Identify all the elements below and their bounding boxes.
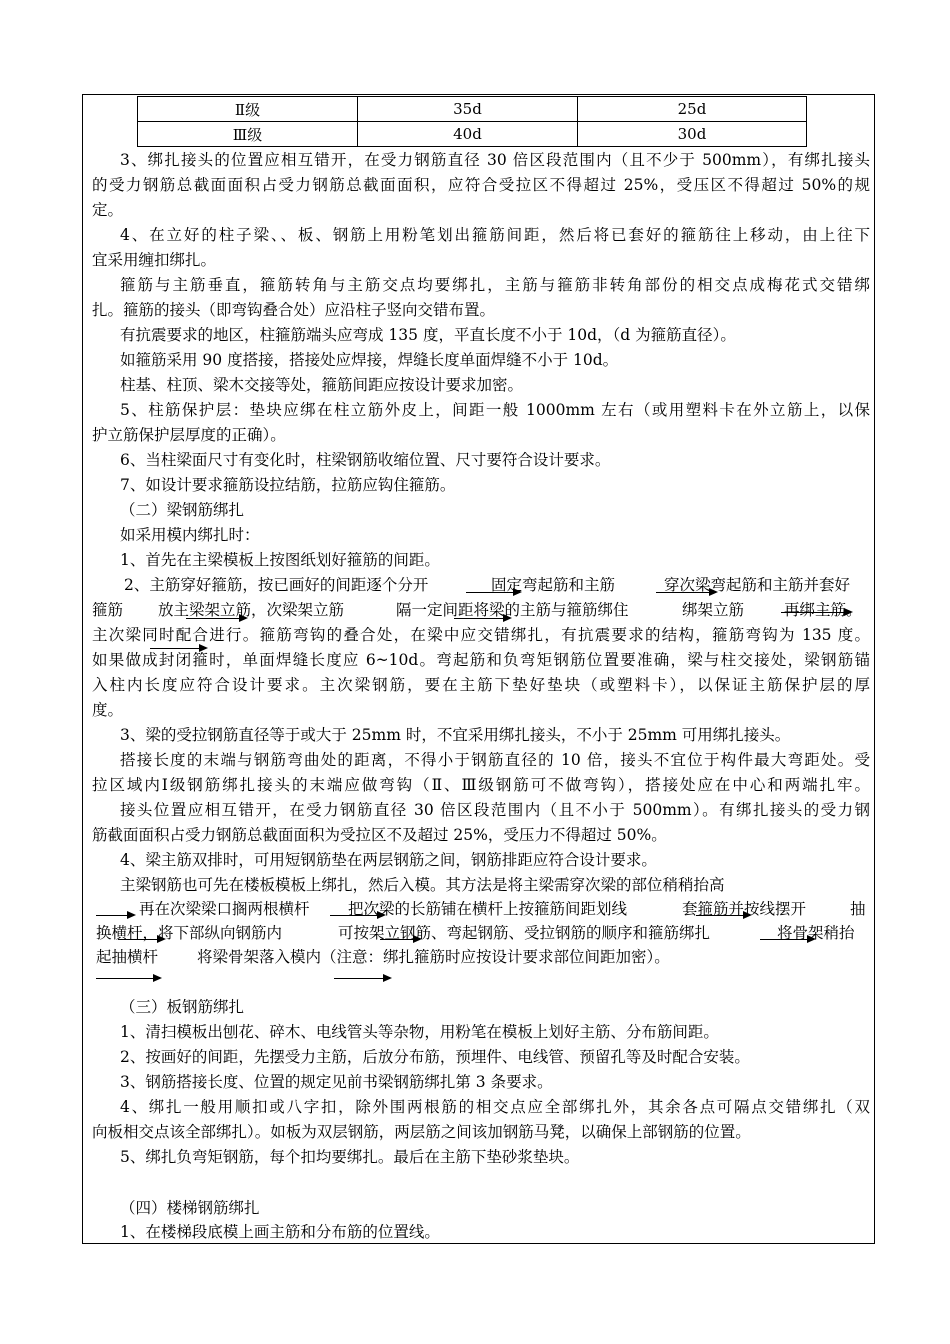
- text-line: 接头位置应相互错开，在受力钢筋直径 30 倍区段范围内（且不小于 500mm）。有绑扎接头的受力钢: [120, 801, 870, 819]
- text-line: 7、如设计要求箍筋设拉结筋，拉筋应钩住箍筋。: [120, 476, 456, 494]
- table-cell: 30d: [578, 122, 807, 147]
- table-cell: 35d: [358, 97, 578, 122]
- flow-arrow: [334, 978, 390, 979]
- text-line: 主梁钢筋也可先在楼板模板上绑扎，然后入模。其方法是将主梁需穿次梁的部位稍稍抬高: [120, 876, 725, 894]
- section-heading: （四）楼梯钢筋绑扎: [120, 1199, 260, 1217]
- text-line: 定。: [92, 201, 124, 219]
- table-cell: 25d: [578, 97, 807, 122]
- flow-step: 将骨架稍抬: [777, 924, 855, 942]
- text-line: 3、梁的受拉钢筋直径等于或大于 25mm 时，不宜采用绑扎接头，不小于 25mm 可用绑扎接头。: [120, 726, 791, 744]
- text-line: 有抗震要求的地区，柱箍筋端头应弯成 135 度，平直长度不小于 10d，（d 为箍筋直径）。: [120, 326, 736, 344]
- flow-step: 放主梁架立筋，次梁架立筋: [158, 601, 345, 619]
- text-line: 如采用模内绑扎时：: [120, 526, 260, 544]
- text-line: 的受力钢筋总截面面积占受力钢筋总截面面积，应符合受拉区不得超过 25%，受压区不得超过 50%的规: [92, 176, 870, 194]
- flow-arrow: [118, 939, 164, 940]
- text-line: 4、在立好的柱子梁、、板、钢筋上用粉笔划出箍筋间距，然后将已套好的箍筋往上移动，由上往下: [120, 226, 870, 244]
- text-line: 1、清扫模板出刨花、碎木、电线管头等杂物，用粉笔在模板上划好主筋、分布筋间距。: [120, 1023, 719, 1041]
- text-line: 如箍筋采用 90 度搭接，搭接处应焊接，焊缝长度单面焊缝不小于 10d。: [120, 351, 619, 369]
- section-heading: （二）梁钢筋绑扎: [120, 501, 245, 519]
- flow-arrow: [380, 939, 420, 940]
- text-line: 2、按画好的间距，先摆受力主筋，后放分布筋，预埋件、电线管、预留孔等及时配合安装。: [120, 1048, 750, 1066]
- flow-arrow: [781, 612, 851, 613]
- table-row: [138, 122, 807, 147]
- text-line: 3、钢筋搭接长度、位置的规定见前书梁钢筋绑扎第 3 条要求。: [120, 1073, 553, 1091]
- flow-arrow: [454, 618, 510, 619]
- flow-arrow: [96, 915, 134, 916]
- table-cell: Ⅱ级: [138, 97, 358, 122]
- section-heading: （三）板钢筋绑扎: [120, 998, 245, 1016]
- flow-arrow: [186, 618, 246, 619]
- text-line: 如果做成封闭箍时，单面焊缝长度应 6~10d。弯起筋和负弯矩钢筋位置要准确，梁与柱交接处，梁钢筋锚: [92, 651, 870, 669]
- text-line: 主次梁同时配合进行。箍筋弯钩的叠合处，在梁中应交错绑扎，有抗震要求的结构，箍筋弯钩为 135 度。: [92, 626, 870, 644]
- text-line: 6、当柱梁面尺寸有变化时，柱梁钢筋收缩位置、尺寸要符合设计要求。: [120, 451, 611, 469]
- text-line: 宜采用缠扣绑扎。: [92, 251, 217, 269]
- text-line: 柱基、柱顶、梁木交接等处，箍筋间距应按设计要求加密。: [120, 376, 524, 394]
- flow-step: 把次梁的长筋铺在横杆上按箍筋间距划线: [348, 900, 628, 918]
- text-line: 搭接长度的末端与钢筋弯曲处的距离，不得小于钢筋直径的 10 倍，接头不宜位于构件最大弯距处。受: [120, 751, 870, 769]
- flow-arrow: [760, 939, 814, 940]
- text-line: 5、绑扎负弯矩钢筋，每个扣均要绑扎。最后在主筋下垫砂浆垫块。: [120, 1148, 580, 1166]
- flow-step: 将梁骨架落入模内（注意：绑扎箍筋时应按设计要求部位间距加密）。: [197, 948, 670, 966]
- lap-length-table: [137, 96, 807, 147]
- flow-arrow: [696, 915, 750, 916]
- text-line: 箍筋与主筋垂直，箍筋转角与主筋交点均要绑扎，主筋与箍筋非转角部份的相交点成梅花式交错绑: [120, 276, 870, 294]
- flow-step: 2、主筋穿好箍筋，按已画好的间距逐个分开: [124, 576, 429, 594]
- text-line: 拉区域内Ⅰ级钢筋绑扎接头的末端应做弯钩（Ⅱ、Ⅲ级钢筋可不做弯钩），搭接处应在中心和两端扎牢。: [92, 776, 870, 794]
- text-line: 度。: [92, 701, 124, 719]
- flow-arrow: [656, 592, 716, 593]
- text-line: 筋截面面积占受力钢筋总截面面积为受拉区不及超过 25%，受压力不得超过 50%。: [92, 826, 667, 844]
- text-line: 1、首先在主梁模板上按图纸划好箍筋的间距。: [120, 551, 440, 569]
- text-line: 1、在楼梯段底模上画主筋和分布筋的位置线。: [120, 1223, 440, 1241]
- text-line: 向板相交点该全部绑扎）。如板为双层钢筋，两层筋之间该加钢筋马凳，以确保上部钢筋的位置。: [92, 1123, 751, 1141]
- text-line: 4、梁主筋双排时，可用短钢筋垫在两层钢筋之间，钢筋排距应符合设计要求。: [120, 851, 657, 869]
- flow-arrow: [330, 915, 384, 916]
- flow-step: 固定弯起筋和主筋: [491, 576, 616, 594]
- flow-step: 穿次梁弯起筋和主筋并套好: [664, 576, 851, 594]
- text-line: 护立筋保护层厚度的正确）。: [92, 426, 286, 444]
- flow-arrow: [466, 592, 520, 593]
- flow-step: 抽: [850, 900, 866, 918]
- text-line: 扎。箍筋的接头（即弯钩叠合处）应沿柱子竖向交错布置。: [92, 301, 496, 319]
- text-line: 3、绑扎接头的位置应相互错开，在受力钢筋直径 30 倍区段范围内（且不少于 500mm），有绑扎接头: [120, 151, 870, 169]
- table-row: [138, 97, 807, 122]
- flow-step: 隔一定间距将梁的主筋与箍筋绑住: [396, 601, 629, 619]
- flow-step: 起抽横杆: [96, 948, 159, 966]
- flow-step: 再绑主筋。: [784, 601, 862, 619]
- flow-step: 换横杆，将下部纵向钢筋内: [96, 924, 283, 942]
- flow-step: 套箍筋并按线摆开: [682, 900, 807, 918]
- flow-step: 绑架立筋: [682, 601, 745, 619]
- flow-step: 再在次梁梁口搁两根横杆: [139, 900, 310, 918]
- table-cell: 40d: [358, 122, 578, 147]
- text-line: 入柱内长度应符合设计要求。主次梁钢筋，要在主筋下垫好垫块（或塑料卡），以保证主筋保护层的厚: [92, 676, 870, 694]
- text-line: 4、绑扎一般用顺扣或八字扣，除外围两根筋的相交点应全部绑扎外，其余各点可隔点交错绑扎（双: [120, 1098, 870, 1116]
- text-line: 5、柱筋保护层：垫块应绑在柱立筋外皮上，间距一般 1000mm 左右（或用塑料卡在外立筋上，以保: [120, 401, 870, 419]
- flow-step: 箍筋: [92, 601, 124, 619]
- table-cell: Ⅲ级: [138, 122, 358, 147]
- flow-arrow: [96, 978, 160, 979]
- flow-step: 可按架立钢筋、弯起钢筋、受拉钢筋的顺序和箍筋绑扎: [338, 924, 711, 942]
